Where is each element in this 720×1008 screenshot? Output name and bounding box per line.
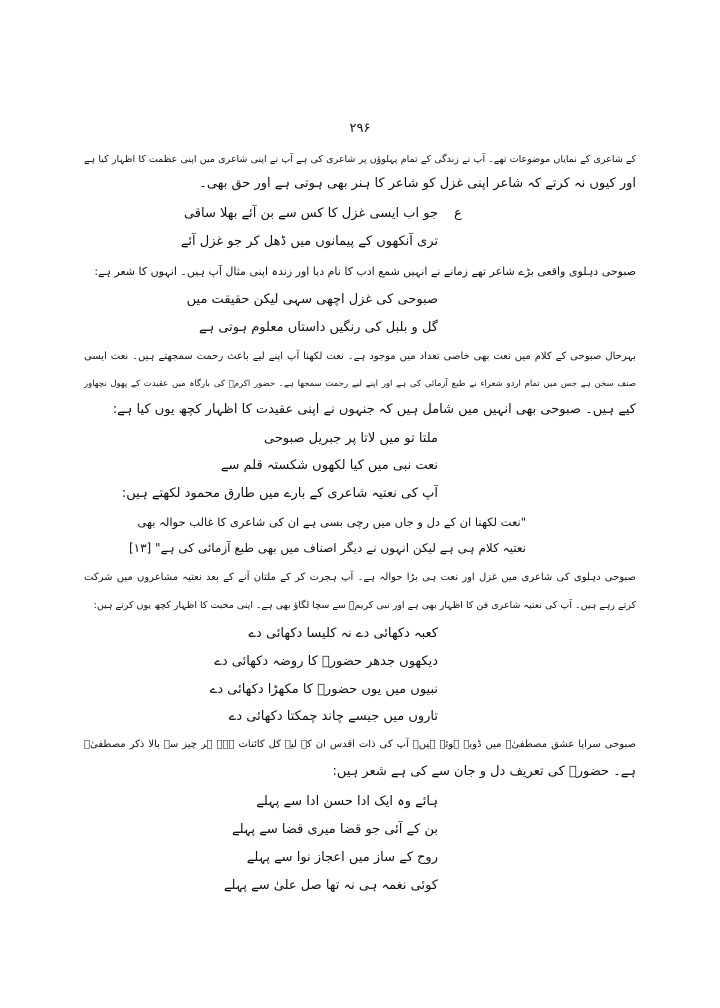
verse3-line-2: نعت نبی میں کیا لکھوں شکستہ قلم سے bbox=[220, 458, 438, 473]
para4-line: آپ کی نعتیہ شاعری کے بارے میں طارق محمود لکھتے ہیں: bbox=[121, 486, 438, 501]
verse4-line-1: کعبہ دکھائی دے نہ کلیسا دکھائی دے bbox=[248, 626, 438, 641]
para5-line-1: صبوحی دہلوی کی شاعری میں غزل اور نعت ہی بڑا حوالہ ہے۔ آپ ہجرت کر کے ملتان آنے کے بعد نعتیہ مشاعروں میں شرکت bbox=[84, 572, 636, 583]
verse2-line-1: صبوحی کی غزل اچھی سہی لیکن حقیقت میں bbox=[186, 292, 438, 307]
verse5-line-3: روح کے ساز میں اعجاز نوا سے پہلے bbox=[246, 850, 438, 865]
quote-line-1: "نعت لکھنا ان کے دل و جاں میں رچی بسی ہے ان کی شاعری کا غالب حوالہ بھی bbox=[137, 515, 526, 529]
verse4-line-3: نبیوں میں یوں حضورؐ کا مکھڑا دکھائی دے bbox=[209, 682, 438, 697]
para5-line-2: کرتے رہے ہیں۔ آپ کی نعتیہ شاعری فن کا اظہار بھی ہے اور نبی کریمؐ سے سچا لگاؤ بھی ہے۔ اپنی محبت کا اظہار کچھ یوں کرتے ہیں: bbox=[93, 600, 636, 611]
quote-line-2: نعتیہ کلام ہی ہے لیکن انہوں نے دیگر اصناف میں بھی طبع آزمائی کی ہے" [۱۳] bbox=[128, 541, 526, 555]
para3-line-2: صنف سخن ہے جس میں تمام اردو شعراء نے طبع آزمائی کی ہے اور اپنے لیے رحمت سمجھا ہے۔ حضور اکرمؐ کی بارگاہ میں عقیدت کے پھول نچھاور bbox=[84, 379, 636, 389]
para6-line-2: ہے۔ حضورؐ کی تعریف دل و جان سے کی ہے شعر ہیں: bbox=[332, 764, 636, 779]
verse5-line-2: بن کے آئی جو قضا میری قضا سے پہلے bbox=[232, 822, 438, 837]
intro-line-2: اور کیوں نہ کرتے کہ شاعر اپنی غزل کو شاعر کا ہنر بھی ہوتی ہے اور حق بھی۔ bbox=[199, 176, 636, 191]
verse1-line-1: جو اب ایسی غزل کا کس سے بن آئے بھلا ساقی bbox=[183, 206, 438, 221]
verse4-line-2: دیکھوں جدھر حضورؐ کا روضہ دکھائی دے bbox=[214, 654, 438, 669]
verse5-line-4: کوئی نغمہ ہی نہ تھا صل علیٰ سے پہلے bbox=[223, 878, 438, 893]
verse1-line-2: تری آنکھوں کے پیمانوں میں ڈھل کر جو غزل آئے bbox=[180, 234, 438, 249]
page-number: ۲۹۶ bbox=[349, 121, 371, 136]
para3-line-3: کیے ہیں۔ صبوحی بھی انہیں میں شامل ہیں کہ جنہوں نے اپنی عقیدت کا اظہار کچھ یوں کیا ہے: bbox=[112, 402, 636, 417]
verse4-line-4: تاروں میں جیسے چاند چمکتا دکھائی دے bbox=[228, 709, 438, 724]
verse2-line-2: گل و بلبل کی رنگیں داستاں معلوم ہوتی ہے bbox=[198, 320, 438, 335]
para2-line: صبوحی دہلوی واقعی بڑے شاعر تھے زمانے نے انہیں شمع ادب کا نام دیا اور زندہ اپنی مثال آپ ہیں۔ انہوں کا شعر ہے: bbox=[94, 265, 636, 278]
para3-line-1: بہرحال صبوحی کے کلام میں نعت بھی خاصی تعداد میں موجود ہے۔ نعت لکھنا آپ اپنے لیے باعث رحمت سمجھتے ہیں۔ نعت ایسی bbox=[84, 351, 636, 362]
verse3-line-1: ملتا تو میں لاتا پر جبریل صبوحی bbox=[264, 431, 438, 446]
para6-line-1: صبوحی سراپا عشق مصطفیٰؐ میں ڈوبے ہوئے ہیں۔ آپ کی ذات اقدس ان کے لیے کل کائنات ہے۔ ہر چیز سے بالا ذکر مصطفیٰؐ bbox=[84, 739, 636, 750]
verse-mark: ع bbox=[454, 206, 462, 221]
intro-line-1: کے شاعری کے نمایاں موضوعات تھے۔ آپ نے زندگی کے تمام پہلوؤں پر شاعری کی ہے آپ نے اپنی شاعری میں اپنی عظمت کا اظہار کیا ہے bbox=[84, 154, 636, 165]
verse5-line-1: ہائے وہ ایک ادا حسن ادا سے پہلے bbox=[256, 794, 438, 809]
